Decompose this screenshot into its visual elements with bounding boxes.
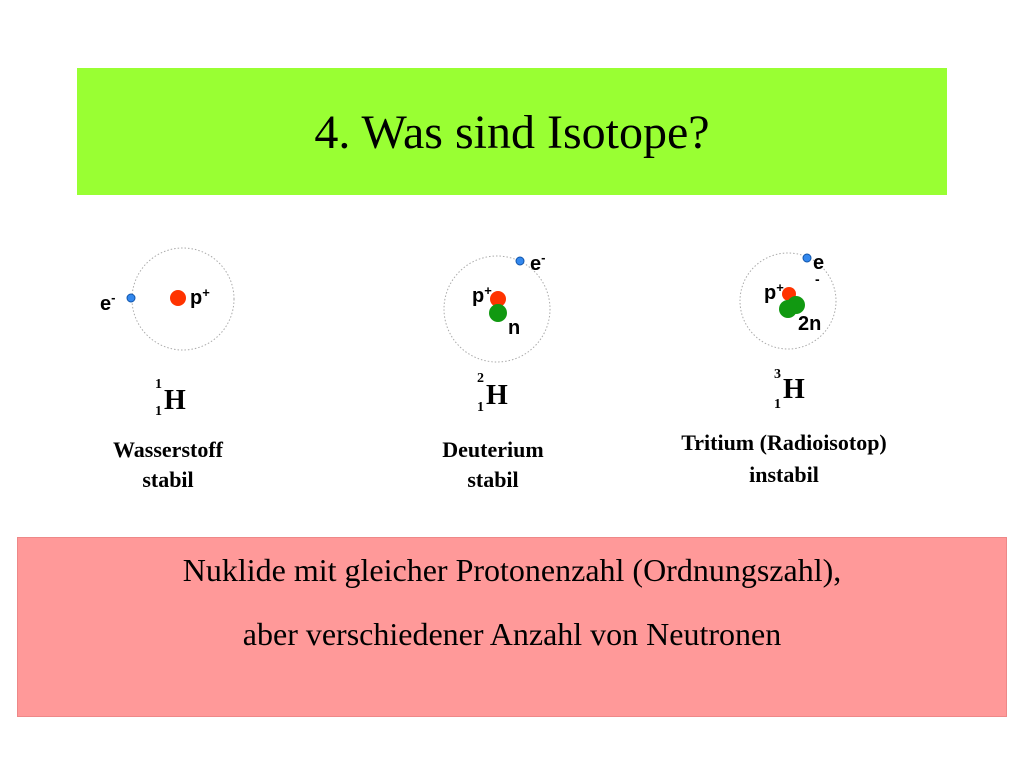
atom-deuterium: [444, 250, 550, 415]
neutron-label-deuterium: n: [508, 317, 521, 339]
proton-label-tritium: p+: [764, 280, 784, 304]
electron-deuterium: [516, 257, 524, 265]
electron-hydrogen: [127, 294, 135, 302]
mass-number-hydrogen: 1: [155, 377, 162, 392]
electron-tritium: [803, 254, 811, 262]
atomic-number-deuterium: 1: [477, 400, 484, 415]
isotope-name-tritium: Tritium (Radioisotop): [681, 430, 887, 455]
atomic-number-hydrogen: 1: [155, 404, 162, 419]
isotope-stability-deuterium: stabil: [467, 467, 519, 492]
electron-label-hydrogen: e-: [100, 290, 116, 315]
electron-sup-tritium: -: [815, 271, 820, 287]
caption-hydrogen: [68, 435, 268, 495]
caption-tritium: [634, 427, 934, 491]
mass-number-deuterium: 2: [477, 371, 484, 386]
caption-deuterium: [393, 435, 593, 495]
element-symbol-deuterium: H: [486, 380, 508, 411]
isotope-name-hydrogen: Wasserstoff: [113, 437, 223, 462]
definition-box: [17, 537, 1007, 717]
slide-title: 4. Was sind Isotope?: [314, 106, 710, 159]
proton-label-hydrogen: p+: [190, 285, 210, 309]
neutron-tritium-1: [779, 300, 797, 318]
atom-hydrogen: [100, 248, 234, 419]
definition-line-2: aber verschiedener Anzahl von Neutronen: [242, 616, 782, 652]
element-symbol-tritium: H: [783, 374, 805, 405]
element-symbol-hydrogen: H: [164, 385, 186, 416]
proton-label-deuterium: p+: [472, 283, 492, 307]
atom-tritium: [740, 252, 836, 412]
proton-hydrogen: [170, 290, 186, 306]
neutron-deuterium: [489, 304, 507, 322]
isotope-stability-tritium: instabil: [749, 462, 819, 487]
electron-label-tritium: e: [813, 252, 825, 274]
mass-number-tritium: 3: [774, 367, 781, 382]
electron-label-deuterium: e-: [530, 250, 546, 275]
isotope-name-deuterium: Deuterium: [442, 437, 544, 462]
definition-line-1: Nuklide mit gleicher Protonenzahl (Ordnungszahl),: [182, 552, 842, 588]
atomic-number-tritium: 1: [774, 397, 781, 412]
isotope-stability-hydrogen: stabil: [142, 467, 194, 492]
neutron-label-tritium: 2n: [798, 313, 822, 335]
